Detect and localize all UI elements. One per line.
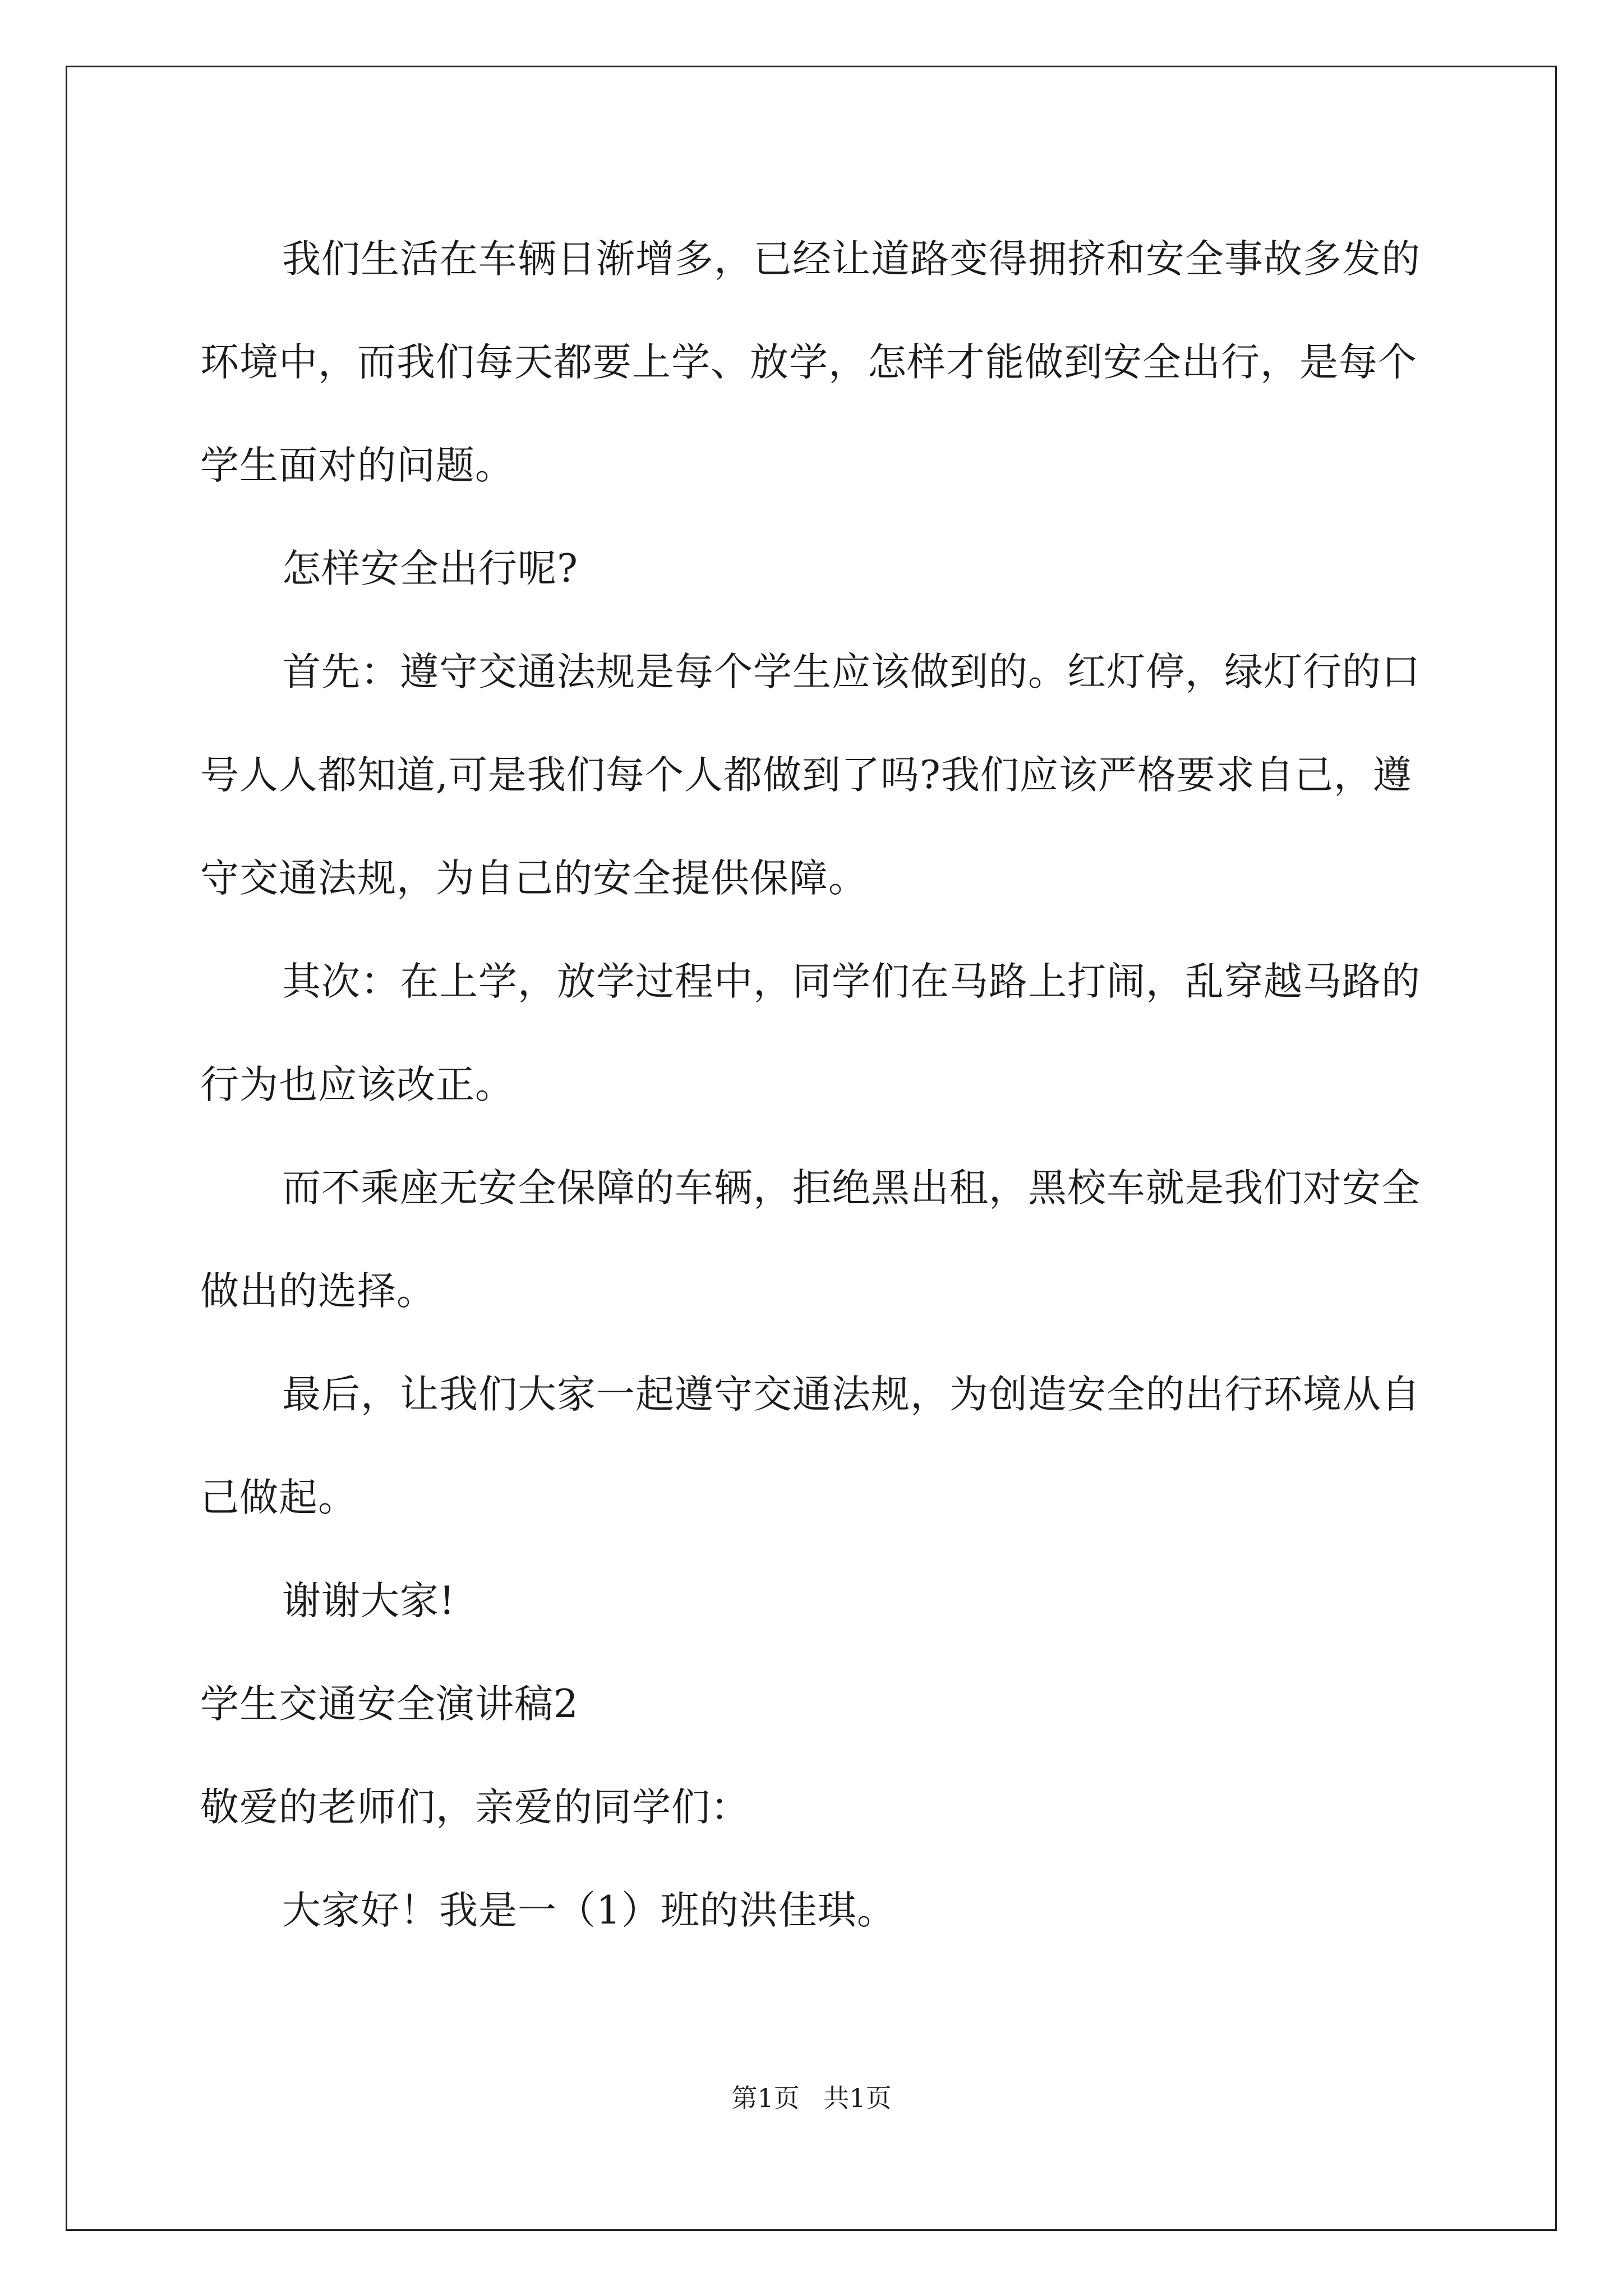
- page-footer: [0, 2081, 1623, 2115]
- page-number: 第1页: [731, 2083, 800, 2113]
- paragraph: 首先：遵守交通法规是每个学生应该做到的。红灯停，绿灯行的口号人人都知道,可是我们每个人都做到了吗?我们应该严格要求自己，遵守交通法规，为自己的安全提供保障。: [200, 650, 1421, 901]
- page-count: 共1页: [823, 2083, 892, 2113]
- paragraph: 怎样安全出行呢?: [282, 546, 578, 591]
- paragraph: 大家好！我是一（1）班的洪佳琪。: [282, 1888, 896, 1933]
- document-body: [200, 208, 1434, 1962]
- section-title: 学生交通安全演讲稿2: [200, 1682, 579, 1727]
- paragraph: 最后，让我们大家一起遵守交通法规，为创造安全的出行环境从自己做起。: [200, 1372, 1421, 1520]
- paragraph: 其次：在上学，放学过程中，同学们在马路上打闹，乱穿越马路的行为也应该改正。: [200, 959, 1421, 1107]
- paragraph: 谢谢大家!: [282, 1579, 455, 1623]
- paragraph: 我们生活在车辆日渐增多，已经让道路变得拥挤和安全事故多发的环境中，而我们每天都要上学、放学，怎样才能做到安全出行，是每个学生面对的问题。: [200, 237, 1421, 488]
- paragraph: 而不乘座无安全保障的车辆，拒绝黑出租，黑校车就是我们对安全做出的选择。: [200, 1166, 1421, 1314]
- salutation: 敬爱的老师们，亲爱的同学们：: [200, 1785, 750, 1830]
